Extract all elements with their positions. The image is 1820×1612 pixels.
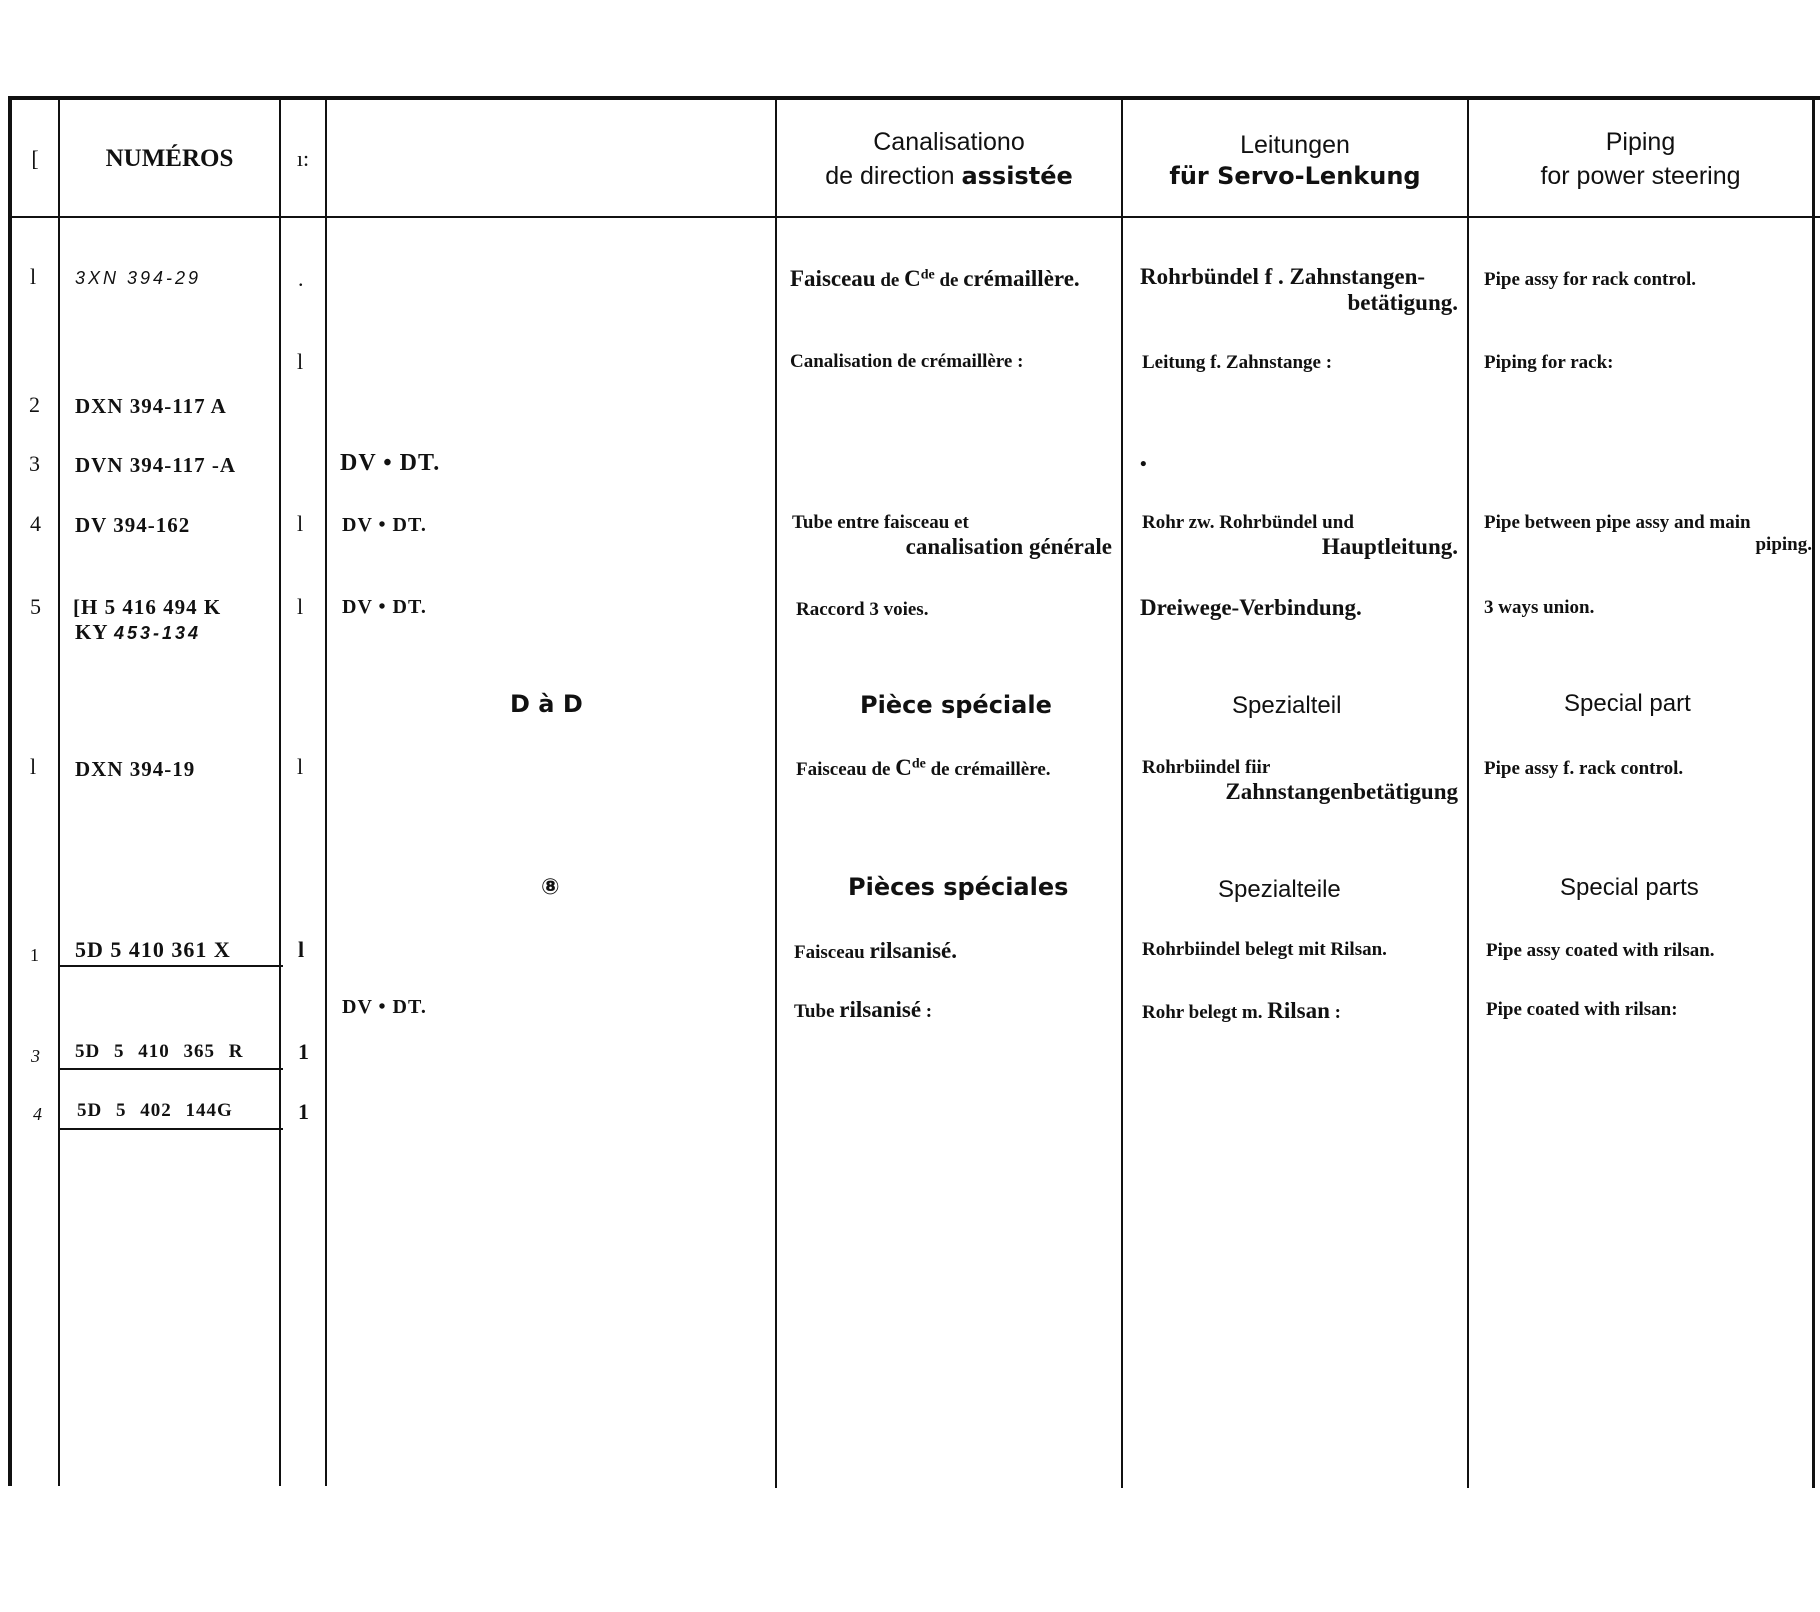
header-numbers: NUMÉROS <box>105 145 234 172</box>
row7-fr: Faisceau de Cde de crémaillère. <box>796 755 1051 780</box>
row10-index: 3 <box>31 1046 40 1066</box>
col-rule-qty <box>279 96 281 1486</box>
header-qty-cell <box>281 100 325 218</box>
col-rule-left <box>8 96 12 1486</box>
header-index-cell <box>12 100 58 218</box>
row5-qty: l <box>297 511 304 536</box>
row5-en: Pipe between pipe assy and main piping. <box>1484 512 1812 555</box>
row8-qty: l <box>298 937 305 962</box>
row5-comment: DV • DT. <box>342 514 427 536</box>
section1-de: Spezialteil <box>1232 692 1342 719</box>
section2-de: Spezialteile <box>1218 876 1341 903</box>
row6-en: 3 ways union. <box>1484 597 1595 618</box>
section2-en: Special parts <box>1560 874 1699 901</box>
row10-number: 5D 5 410 365 R <box>75 1041 244 1062</box>
header-de-line2: für Servo-Lenkung <box>1169 162 1421 190</box>
header-en-line1: Piping <box>1605 128 1676 156</box>
header-numbers-cell <box>60 100 279 218</box>
row6-index: 5 <box>30 594 41 619</box>
col-rule-numbers <box>58 96 60 1486</box>
row5-fr: Tube entre faisceau et canalisation générale <box>792 512 1112 559</box>
row6-number-line2: KY 453-134 <box>75 620 202 644</box>
col-rule-right <box>1812 96 1815 1488</box>
row9-de: Rohr belegt m. Rilsan : <box>1142 998 1341 1023</box>
row6-fr: Raccord 3 voies. <box>796 599 929 620</box>
row9-en: Pipe coated with rilsan: <box>1486 999 1678 1020</box>
row2-de: Leitung f. Zahnstange : <box>1142 352 1333 373</box>
row-rule-3 <box>59 1128 283 1130</box>
row5-index: 4 <box>30 511 41 536</box>
row3-number: DXN 394-117 A <box>75 394 227 418</box>
header-fr-line2 <box>825 159 1073 193</box>
row8-fr: Faisceau rilsanisé. <box>794 938 957 963</box>
row7-number: DXN 394-19 <box>75 757 196 781</box>
col-rule-en <box>1467 96 1469 1488</box>
row-rule-1 <box>59 965 283 967</box>
row5-number: DV 394-162 <box>75 513 191 537</box>
row7-qty: l <box>297 754 304 779</box>
row8-de: Rohrbiindel belegt mit Rilsan. <box>1142 939 1387 960</box>
section1-comment: D à D <box>510 690 583 718</box>
header-en-line2: for power steering <box>1540 162 1741 190</box>
row6-qty: l <box>297 594 304 619</box>
row2-fr: Canalisation de crémaillère : <box>790 351 1024 372</box>
row1-qty: . <box>298 266 304 291</box>
row6-comment: DV • DT. <box>342 596 427 618</box>
row4-index: 3 <box>29 451 40 476</box>
row11-index: 4 <box>33 1104 42 1124</box>
row3-index: 2 <box>29 392 40 417</box>
header-de-line1: Leitungen <box>1240 131 1350 159</box>
row11-number: 5D 5 402 144G <box>77 1100 233 1121</box>
row5-de: Rohr zw. Rohrbündel und Hauptleitung. <box>1142 512 1458 559</box>
header-fr-line2b: assistée <box>961 162 1073 190</box>
row6-de: Dreiwege-Verbindung. <box>1140 595 1362 620</box>
row8-number: 5D 5 410 361 X <box>75 937 231 962</box>
row7-de: Rohrbiindel fiir Zahnstangenbetätigung <box>1142 757 1458 804</box>
header-en-cell <box>1469 100 1812 218</box>
row9-fr: Tube rilsanisé : <box>794 997 933 1022</box>
row1-fr: Faisceau de Cde de crémaillère. <box>790 266 1080 291</box>
row2-en: Piping for rack: <box>1484 352 1614 373</box>
row1-de: Rohrbündel f . Zahnstangen- betätigung. <box>1140 264 1458 315</box>
row2-qty: l <box>297 349 304 374</box>
row4-number: DVN 394-117 -A <box>75 453 236 477</box>
row1-index: l <box>30 264 37 289</box>
row1-number: 3XN 394-29 <box>75 268 202 288</box>
row-rule-2 <box>59 1068 283 1070</box>
row6-number-line1: [H 5 416 494 K <box>73 595 222 619</box>
row9-comment: DV • DT. <box>342 996 427 1018</box>
row8-index: 1 <box>30 945 39 965</box>
row11-qty: 1 <box>298 1099 309 1124</box>
section1-fr: Pièce spéciale <box>860 691 1052 719</box>
header-fr-line2a: de direction <box>825 162 955 190</box>
col-rule-fr <box>775 96 777 1488</box>
header-fr-line1: Canalisationo <box>873 128 1025 156</box>
row10-qty: 1 <box>298 1039 309 1064</box>
row4-de: • <box>1140 454 1147 475</box>
header-index-mark: [ <box>31 146 39 171</box>
header-qty-mark: ı: <box>296 146 310 171</box>
row7-index: l <box>30 754 37 779</box>
row7-en: Pipe assy f. rack control. <box>1484 758 1684 779</box>
row1-en: Pipe assy for rack control. <box>1484 269 1696 290</box>
section2-comment: ⑧ <box>541 875 560 900</box>
section2-fr: Pièces spéciales <box>848 873 1069 901</box>
col-rule-de <box>1121 96 1123 1488</box>
header-fr-cell <box>777 100 1121 218</box>
col-rule-comment <box>325 96 327 1486</box>
header-de-cell <box>1123 100 1467 218</box>
section1-en: Special part <box>1564 690 1691 717</box>
row4-comment: DV • DT. <box>340 450 441 476</box>
row8-en: Pipe assy coated with rilsan. <box>1486 940 1715 961</box>
